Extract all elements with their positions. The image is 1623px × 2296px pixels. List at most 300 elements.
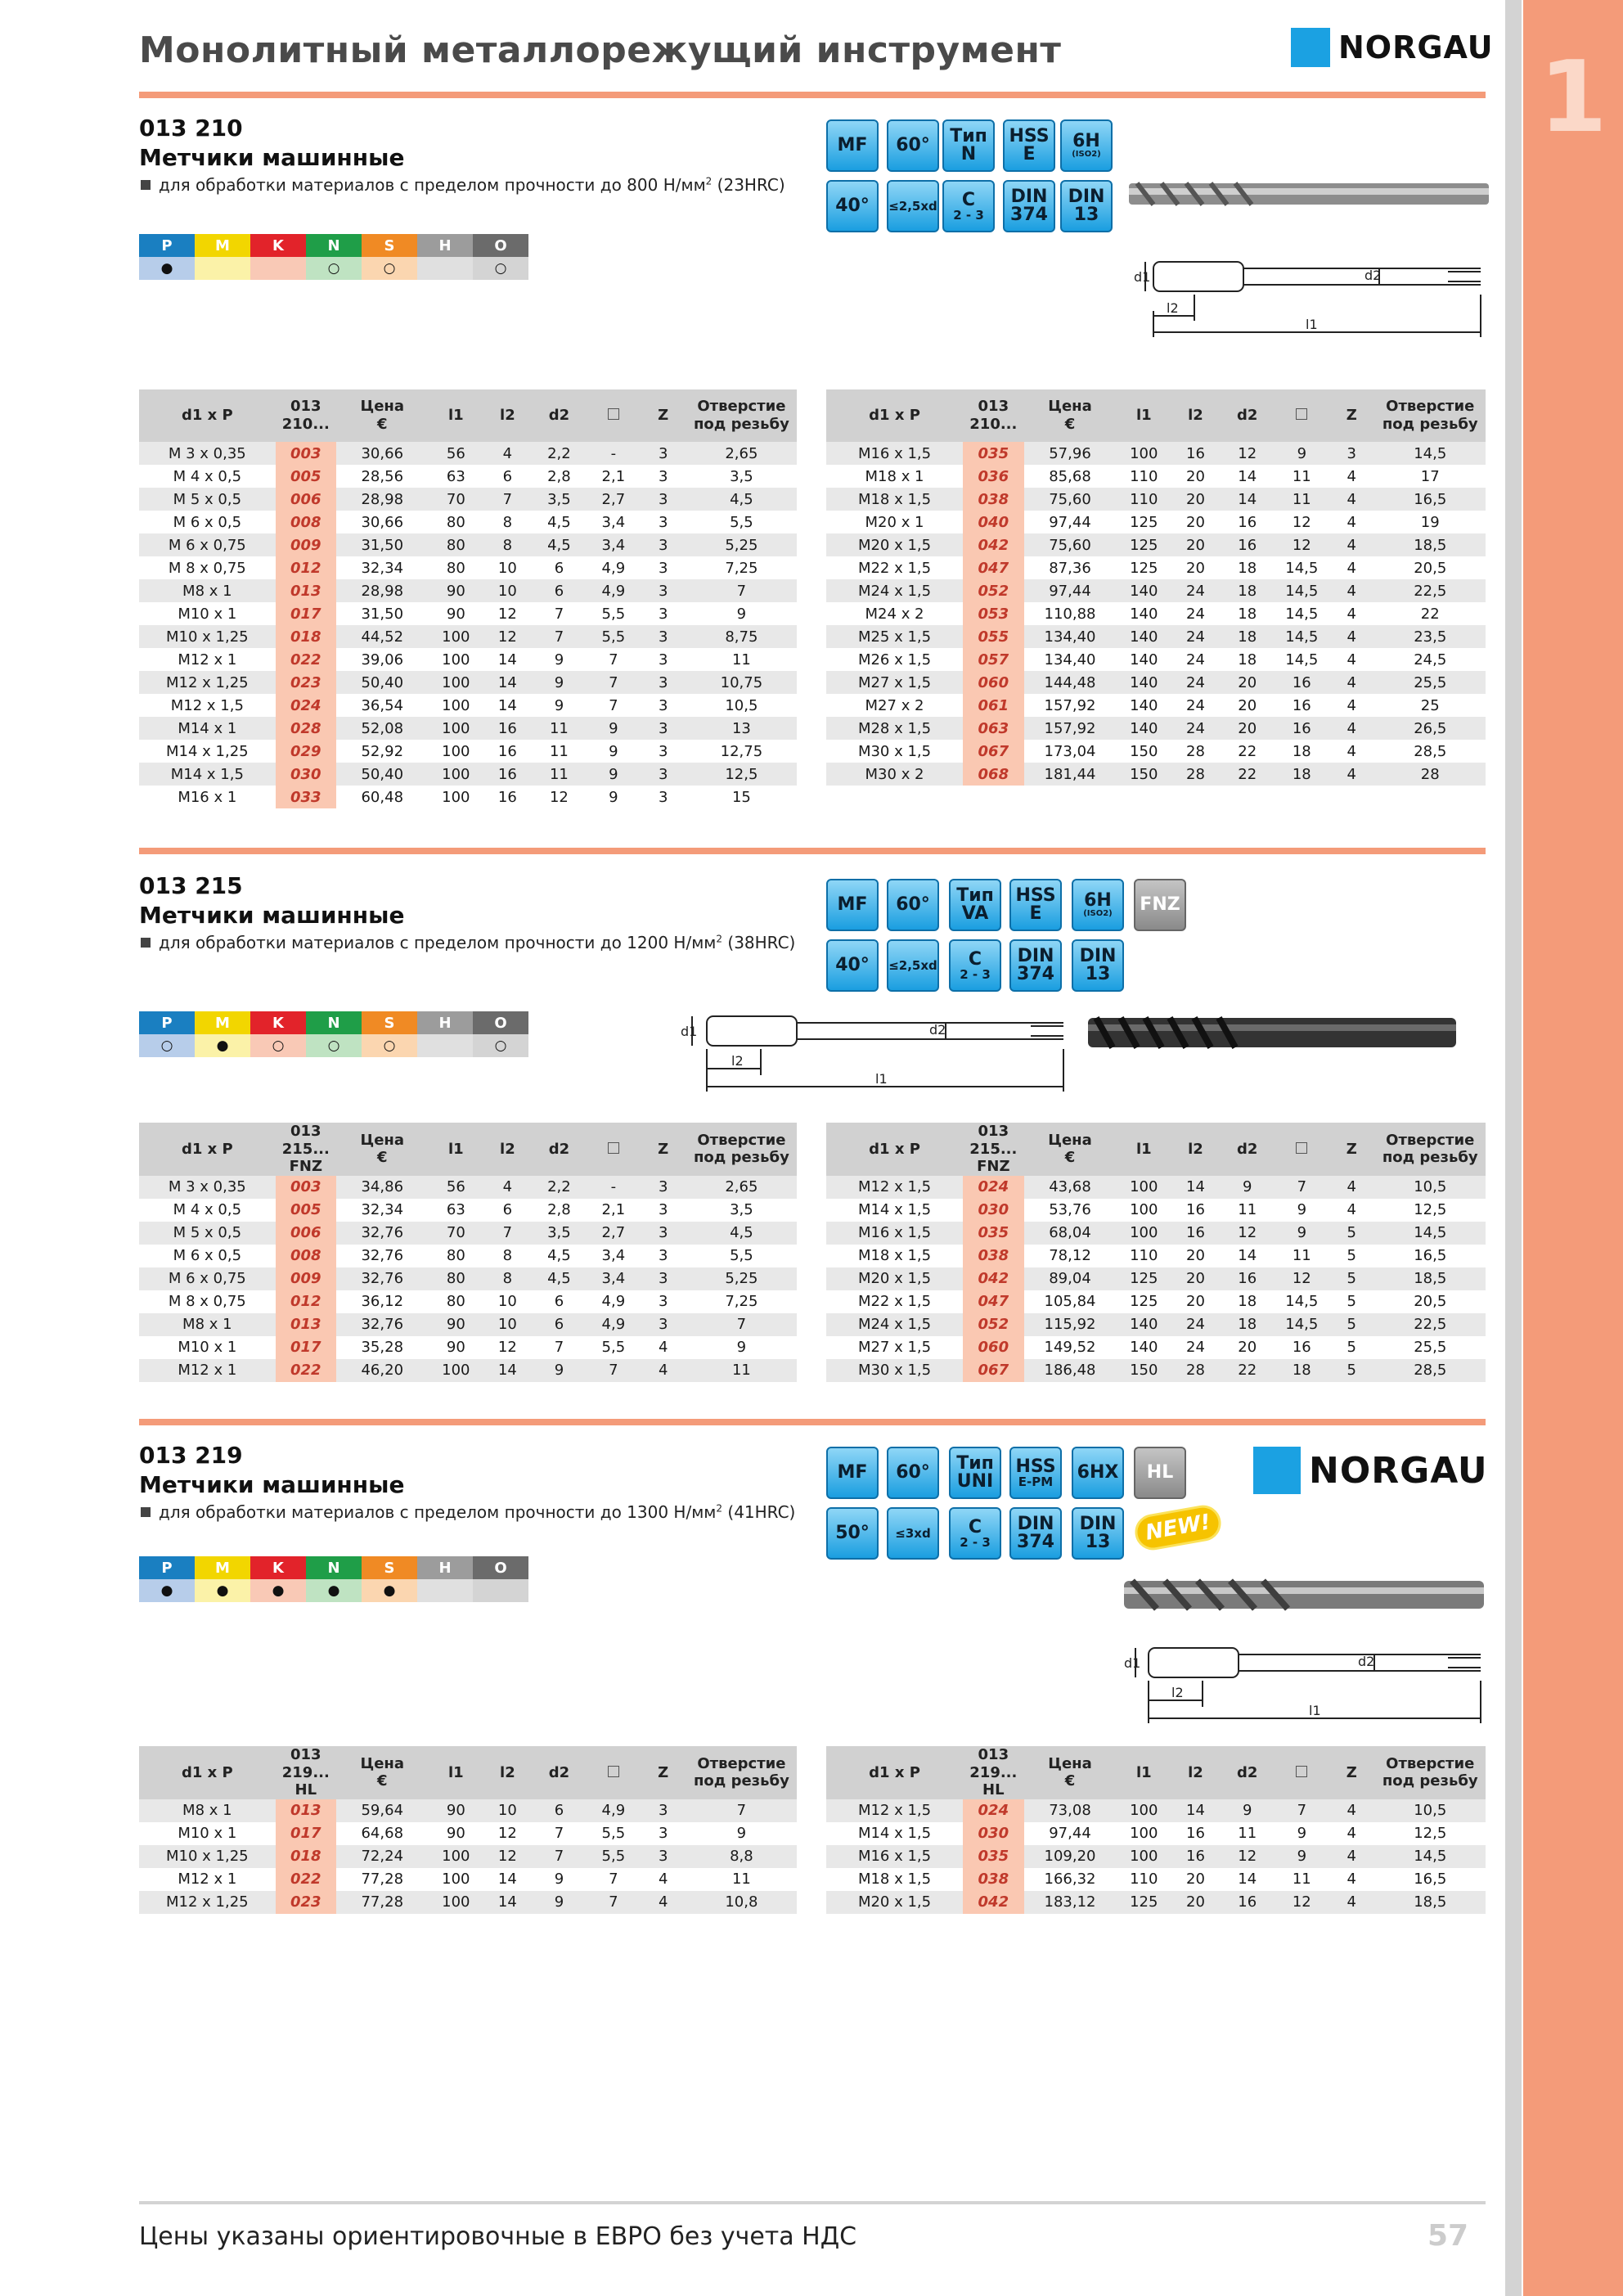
- material-p-header: P: [139, 1011, 195, 1034]
- table-cell: M12 x 1,5: [826, 1799, 963, 1822]
- header-text: Цена: [360, 398, 404, 416]
- table-cell: M12 x 1: [178, 1871, 237, 1889]
- badge-text: 60°: [896, 894, 930, 915]
- column-header: [963, 1746, 1024, 1799]
- badge-text: E: [1029, 903, 1042, 924]
- logo-text: NORGAU: [1338, 29, 1494, 65]
- table-cell: 11: [1292, 467, 1311, 485]
- header-text: Цена: [360, 1131, 404, 1149]
- article-code: 029: [276, 740, 336, 763]
- material-n-header: N: [306, 1011, 362, 1034]
- header-text: 013 215...: [969, 1123, 1018, 1158]
- table-cell: 14: [1238, 467, 1257, 485]
- table-cell: 173,04: [1044, 742, 1096, 760]
- table-cell: 4,5: [547, 513, 571, 531]
- header-text: Отверстие: [697, 398, 786, 416]
- column-header: [587, 1123, 640, 1176]
- article-code: 017: [276, 1822, 336, 1845]
- table-cell: 8: [483, 1267, 532, 1290]
- table-row: [139, 511, 797, 533]
- header-text: d1 x P: [181, 1140, 233, 1158]
- table-cell: M30 x 1,5: [826, 1359, 963, 1382]
- norgau-logo: [1291, 28, 1494, 67]
- column-header: [1275, 1746, 1329, 1799]
- table-cell: 140: [1116, 717, 1171, 740]
- column-header: [686, 389, 797, 442]
- table-cell: 100: [429, 1845, 484, 1868]
- table-cell: 181,44: [1024, 763, 1117, 786]
- header-text: l2: [1188, 1140, 1203, 1158]
- table-cell: 125: [1116, 1891, 1171, 1914]
- material-n-mark: ●: [306, 1579, 362, 1602]
- badge-text: MF: [837, 894, 868, 915]
- table-cell: 30,66: [361, 513, 404, 531]
- table-cell: 5,25: [686, 1267, 797, 1290]
- article-code: 003: [276, 442, 336, 465]
- table-cell: 97,44: [1049, 513, 1091, 531]
- table-cell: M22 x 1,5: [857, 559, 932, 577]
- table-cell: 10,5: [1374, 1799, 1486, 1822]
- label-l1: l1: [1306, 317, 1318, 332]
- table-cell: 4: [1347, 559, 1356, 577]
- table-cell: 9: [1275, 1845, 1329, 1868]
- article-code: 022: [276, 648, 336, 671]
- badge-c-icon: [942, 180, 995, 232]
- table-cell: 100: [1130, 1825, 1158, 1843]
- table-cell: 80: [446, 1293, 465, 1311]
- table-cell: 50,40: [336, 763, 429, 786]
- table-cell: 22,5: [1374, 579, 1486, 602]
- column-header: [1220, 1746, 1275, 1799]
- table-cell: 14: [483, 1891, 532, 1914]
- table-cell: 80: [446, 513, 465, 531]
- table-cell: 8,8: [686, 1845, 797, 1868]
- table-cell: 5: [1329, 1313, 1374, 1336]
- badge-тип-icon: [949, 879, 1001, 931]
- table-cell: 9: [532, 671, 587, 694]
- table-cell: 3: [641, 442, 686, 465]
- column-header: [276, 389, 336, 442]
- header-text: Цена: [1048, 1131, 1092, 1149]
- table-cell: 125: [1130, 513, 1158, 531]
- table-cell: 7: [609, 651, 618, 669]
- badge-60-icon: [887, 1447, 939, 1499]
- badge-din-icon: [1003, 180, 1055, 232]
- article-code: 063: [963, 717, 1024, 740]
- table-cell: M 4 x 0,5: [173, 467, 242, 485]
- material-k-mark: [250, 257, 306, 280]
- article-code: 060: [963, 671, 1024, 694]
- table-cell: 12: [497, 605, 517, 623]
- table-cell: 87,36: [1049, 559, 1091, 577]
- table-cell: 4: [641, 1891, 686, 1914]
- header-text: d2: [548, 1763, 570, 1781]
- badge-text: ≤2,5xd: [888, 198, 937, 214]
- column-header: [429, 1123, 484, 1176]
- header-text: l2: [500, 1763, 515, 1781]
- table-cell: 100: [442, 696, 470, 714]
- table-cell: 12,75: [720, 742, 763, 760]
- table-cell: 14: [483, 1359, 532, 1382]
- price-table-2b: [826, 1123, 1486, 1382]
- table-cell: 105,84: [1044, 1293, 1096, 1311]
- table-cell: M24 x 1,5: [826, 579, 963, 602]
- table-cell: 100: [1116, 1799, 1171, 1822]
- section-name: Метчики машинные: [139, 1471, 405, 1498]
- table-cell: 100: [429, 1891, 484, 1914]
- table-cell: 16: [1292, 1339, 1311, 1357]
- column-header: [641, 1746, 686, 1799]
- table-cell: 57,96: [1024, 442, 1117, 465]
- table-cell: M18 x 1: [865, 467, 924, 485]
- square-shank-icon: [1296, 1142, 1307, 1154]
- column-header: [429, 1746, 484, 1799]
- table-cell: 14: [1171, 1176, 1220, 1199]
- table-cell: 64,68: [361, 1825, 404, 1843]
- table-cell: 24: [1186, 605, 1205, 623]
- table-cell: M 5 x 0,5: [139, 488, 276, 511]
- table-cell: 25,5: [1374, 671, 1486, 694]
- table-cell: M12 x 1,25: [139, 671, 276, 694]
- table-cell: 14: [1171, 1799, 1220, 1822]
- header-text: 013 219...: [281, 1746, 330, 1781]
- badge-3xd-icon: [887, 1507, 939, 1560]
- table-cell: 56: [429, 1176, 484, 1199]
- badge-text: DIN: [1010, 187, 1048, 207]
- article-code: 038: [963, 488, 1024, 511]
- table-row: [139, 442, 797, 465]
- header-text: Отверстие: [697, 1754, 786, 1772]
- table-cell: 16: [1275, 717, 1329, 740]
- table-row: [826, 579, 1486, 602]
- article-code: 023: [276, 1891, 336, 1914]
- badge-text: HSS: [1009, 126, 1050, 146]
- table-cell: 78,12: [1049, 1247, 1091, 1265]
- table-cell: 6: [532, 1313, 587, 1336]
- table-row: [826, 602, 1486, 625]
- table-cell: 110: [1130, 467, 1158, 485]
- badge-6h-icon: [1060, 119, 1113, 172]
- header-text: l1: [1135, 1763, 1152, 1781]
- table-cell: 11: [1238, 1201, 1257, 1219]
- table-cell: 32,34: [361, 559, 404, 577]
- chapter-band: [1523, 0, 1623, 2296]
- table-cell: 80: [429, 533, 484, 556]
- table-cell: 9: [1220, 1176, 1275, 1199]
- table-cell: 19: [1420, 513, 1440, 531]
- header-text: €: [376, 1772, 388, 1790]
- table-cell: 12: [1275, 1891, 1329, 1914]
- table-cell: 100: [1116, 1176, 1171, 1199]
- table-cell: 75,60: [1024, 533, 1117, 556]
- square-shank-icon: [608, 1142, 619, 1154]
- table-cell: 5: [1329, 1222, 1374, 1245]
- table-cell: M16 x 1,5: [826, 1222, 963, 1245]
- table-cell: 3: [641, 1313, 686, 1336]
- header-text: Отверстие: [1386, 1754, 1475, 1772]
- table-cell: M30 x 1,5: [857, 742, 932, 760]
- table-row: [826, 511, 1486, 533]
- column-header: [826, 1123, 963, 1176]
- label-d2: d2: [929, 1022, 946, 1038]
- table-cell: 7: [609, 1871, 618, 1889]
- table-cell: 16: [1220, 533, 1275, 556]
- article-code: 012: [276, 556, 336, 579]
- table-cell: 80: [429, 1267, 484, 1290]
- badge-40-icon: [826, 939, 879, 992]
- article-code: 018: [276, 625, 336, 648]
- table-cell: 9: [736, 1825, 747, 1843]
- table-row: [826, 1290, 1486, 1313]
- table-row: [139, 1845, 797, 1868]
- table-cell: 4: [1329, 533, 1374, 556]
- table-cell: 4: [1329, 1845, 1374, 1868]
- table-row: [139, 1822, 797, 1845]
- header-text: Z: [658, 1140, 669, 1158]
- table-cell: 11: [532, 717, 587, 740]
- section-code: 013 210: [139, 115, 243, 142]
- article-code: 035: [963, 1845, 1024, 1868]
- table-cell: 100: [429, 625, 484, 648]
- table-cell: 14: [483, 671, 532, 694]
- table-cell: 50,40: [336, 671, 429, 694]
- table-cell: 3: [658, 1293, 668, 1311]
- table-cell: 31,50: [361, 605, 404, 623]
- header-text: l1: [447, 1763, 464, 1781]
- table-cell: 100: [1130, 1201, 1158, 1219]
- material-h-mark: [417, 257, 473, 280]
- table-cell: M27 x 1,5: [857, 1339, 932, 1357]
- table-cell: 11: [532, 763, 587, 786]
- logo-square-icon: [1291, 28, 1330, 67]
- label-d2: d2: [1358, 1654, 1375, 1669]
- badge-50-icon: [826, 1507, 879, 1560]
- badge-text: HL: [1146, 1462, 1174, 1483]
- table-cell: 4: [1329, 579, 1374, 602]
- table-cell: 53,76: [1049, 1201, 1091, 1219]
- column-header: [483, 389, 532, 442]
- header-text: €: [1064, 416, 1076, 433]
- square-shank-icon: [1296, 408, 1307, 420]
- table-cell: 97,44: [1024, 579, 1117, 602]
- table-row: [826, 740, 1486, 763]
- table-cell: 14,5: [1275, 579, 1329, 602]
- article-code: 017: [276, 1336, 336, 1359]
- table-cell: 134,40: [1024, 625, 1117, 648]
- table-cell: 70: [429, 488, 484, 511]
- tap-drawing: [1113, 1571, 1497, 1735]
- table-cell: 20: [1238, 696, 1257, 714]
- table-cell: 34,86: [336, 1176, 429, 1199]
- table-cell: M24 x 2: [865, 605, 924, 623]
- table-row: [826, 1799, 1486, 1822]
- header-text: d1 x P: [181, 1763, 233, 1781]
- material-p-header: P: [139, 1556, 195, 1579]
- table-cell: 9: [609, 742, 618, 760]
- table-cell: 4: [1329, 1891, 1374, 1914]
- table-row: [139, 465, 797, 488]
- table-cell: 12,5: [686, 763, 797, 786]
- table-cell: 39,06: [361, 651, 404, 669]
- article-code: 047: [963, 556, 1024, 579]
- table-cell: 24: [1171, 625, 1220, 648]
- table-cell: 3,4: [601, 513, 626, 531]
- badge-hss-icon: [1009, 879, 1062, 931]
- table-cell: M12 x 1,5: [170, 696, 244, 714]
- table-cell: 20: [1186, 559, 1205, 577]
- table-row: [826, 1313, 1486, 1336]
- table-cell: M 5 x 0,5: [139, 1222, 276, 1245]
- material-m-header: M: [195, 234, 250, 257]
- table-row: [139, 1199, 797, 1222]
- logo-text: NORGAU: [1309, 1449, 1488, 1492]
- table-cell: 144,48: [1024, 671, 1117, 694]
- badge-text: N: [960, 144, 977, 164]
- table-row: [826, 465, 1486, 488]
- material-s-header: S: [362, 1556, 417, 1579]
- table-cell: 3: [658, 559, 668, 577]
- table-cell: 9: [736, 1339, 747, 1357]
- table-cell: 25: [1420, 696, 1440, 714]
- table-cell: 14: [497, 1871, 517, 1889]
- table-cell: 2,8: [547, 1201, 571, 1219]
- table-cell: 22: [1420, 605, 1440, 623]
- table-cell: 12: [1220, 442, 1275, 465]
- label-l1: l1: [1309, 1703, 1321, 1718]
- column-header: [1171, 389, 1220, 442]
- article-code: 040: [963, 511, 1024, 533]
- material-m-mark: ●: [195, 1034, 250, 1057]
- header-text: под резьбу: [693, 1772, 789, 1790]
- table-cell: 9: [587, 763, 640, 786]
- table-row: [139, 533, 797, 556]
- table-cell: 166,32: [1044, 1871, 1096, 1889]
- badge-din-icon: [1060, 180, 1113, 232]
- table-cell: 3: [641, 1176, 686, 1199]
- table-cell: 110: [1130, 1247, 1158, 1265]
- header-text: d2: [548, 407, 570, 425]
- table-cell: M12 x 1: [139, 1359, 276, 1382]
- table-cell: 4,5: [686, 488, 797, 511]
- table-row: [826, 1845, 1486, 1868]
- table-cell: 11: [1292, 1871, 1311, 1889]
- table-cell: 7: [483, 1222, 532, 1245]
- badge-text: DIN: [1068, 187, 1105, 207]
- price-table-3a: [139, 1746, 797, 1914]
- badge-text: 60°: [896, 135, 930, 155]
- new-badge: NEW!: [1135, 1506, 1221, 1551]
- table-cell: 3,5: [532, 488, 587, 511]
- table-cell: M10 x 1: [178, 605, 237, 623]
- table-cell: M14 x 1,5: [139, 763, 276, 786]
- table-cell: 4,9: [587, 1799, 640, 1822]
- column-header: [1329, 389, 1374, 442]
- table-row: [139, 648, 797, 671]
- badge-text: (ISO2): [1072, 150, 1101, 159]
- table-cell: 63: [446, 467, 465, 485]
- table-row: [826, 763, 1486, 786]
- table-cell: M8 x 1: [139, 579, 276, 602]
- table-cell: 5,5: [601, 1339, 626, 1357]
- article-code: 003: [276, 1176, 336, 1199]
- table-cell: 14,5: [1275, 625, 1329, 648]
- table-cell: 3: [658, 467, 668, 485]
- header-text: HL: [982, 1781, 1005, 1799]
- tap-photo: [1088, 1018, 1456, 1047]
- table-cell: 68,04: [1024, 1222, 1117, 1245]
- header-text: Z: [1346, 1763, 1357, 1781]
- table-cell: 4,5: [686, 1222, 797, 1245]
- table-cell: 72,24: [336, 1845, 429, 1868]
- table-cell: 10: [497, 559, 517, 577]
- table-cell: M25 x 1,5: [826, 625, 963, 648]
- table-cell: 3: [658, 1247, 668, 1265]
- table-row: [826, 1245, 1486, 1267]
- table-cell: 9: [587, 717, 640, 740]
- table-cell: 18: [1238, 651, 1257, 669]
- table-cell: 25,5: [1414, 1339, 1447, 1357]
- badge-text: MF: [837, 1462, 868, 1483]
- table-cell: 10,5: [725, 696, 758, 714]
- table-cell: 43,68: [1024, 1176, 1117, 1199]
- table-row: [139, 1267, 797, 1290]
- table-cell: 4: [1347, 513, 1356, 531]
- table-cell: 18,5: [1374, 533, 1486, 556]
- badge-text: HSS: [1015, 885, 1056, 906]
- table-cell: 3: [641, 763, 686, 786]
- tap-photo: [1129, 183, 1489, 205]
- table-cell: 16: [1220, 1267, 1275, 1290]
- material-h-header: H: [417, 1556, 473, 1579]
- column-header: [1024, 1746, 1117, 1799]
- table-cell: 5,5: [730, 513, 753, 531]
- table-cell: 10: [497, 1293, 517, 1311]
- material-groups: [139, 234, 528, 280]
- table-cell: 20: [1186, 1871, 1205, 1889]
- table-cell: 4,9: [601, 1293, 626, 1311]
- label-d1: d1: [1134, 269, 1151, 285]
- table-cell: 140: [1116, 579, 1171, 602]
- section-separator: [139, 1419, 1486, 1425]
- table-cell: 7: [609, 696, 618, 714]
- badge-mf-icon: [826, 119, 879, 172]
- table-cell: 28: [1171, 1359, 1220, 1382]
- table-cell: 28,5: [1374, 1359, 1486, 1382]
- badge-din-icon: [1009, 939, 1062, 992]
- header-text: FNZ: [289, 1158, 322, 1176]
- table-cell: M14 x 1,5: [857, 1201, 932, 1219]
- table-cell: 7: [587, 671, 640, 694]
- column-header: [336, 1123, 429, 1176]
- article-code: 017: [276, 602, 336, 625]
- table-cell: M12 x 1,25: [139, 1891, 276, 1914]
- badge-text: ≤2,5xd: [888, 957, 937, 973]
- table-cell: 18: [1275, 1359, 1329, 1382]
- article-code: 005: [276, 465, 336, 488]
- table-cell: 5,5: [730, 1247, 753, 1265]
- table-cell: 4: [658, 1871, 668, 1889]
- table-cell: M27 x 1,5: [826, 671, 963, 694]
- table-cell: 4: [1329, 671, 1374, 694]
- table-cell: 16: [1292, 696, 1311, 714]
- article-code: 024: [963, 1799, 1024, 1822]
- table-cell: 12: [483, 625, 532, 648]
- table-cell: 6: [532, 1799, 587, 1822]
- table-cell: 3,4: [587, 1267, 640, 1290]
- table-cell: 3: [641, 717, 686, 740]
- badge-text: Тип: [950, 126, 987, 146]
- table-cell: 3: [641, 1267, 686, 1290]
